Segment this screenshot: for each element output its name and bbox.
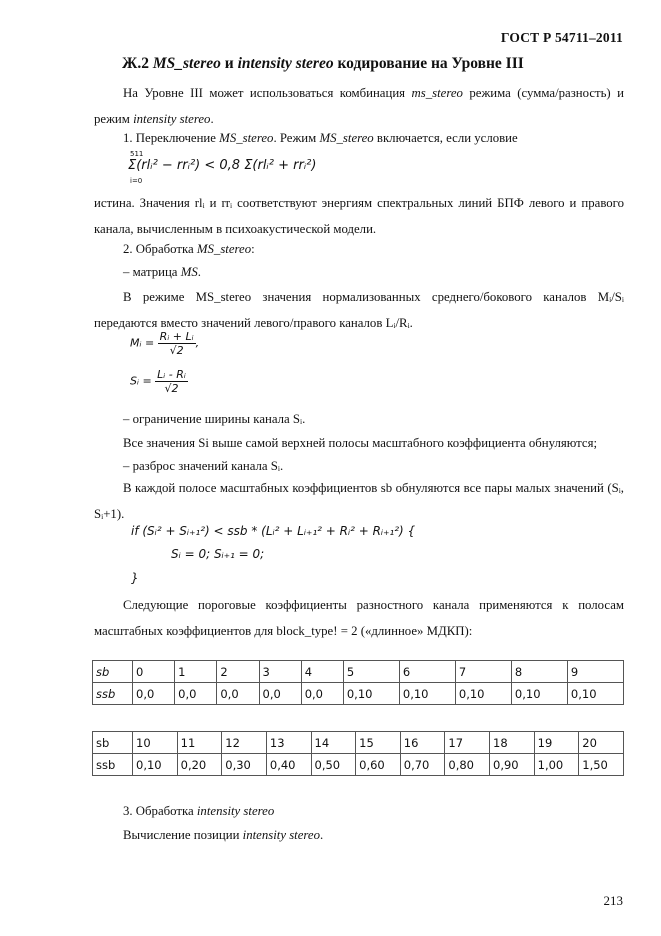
table-cell: 1,00 [534,754,579,776]
table-row [93,754,624,776]
table-cell: 3 [259,661,301,683]
table-cell: ssb [93,683,133,705]
threshold-table-1 [92,660,624,705]
table-cell: 0,10 [455,683,511,705]
paragraph-ms-matrix: – матрица MS. [123,265,201,279]
paragraph-ms-processing: 2. Обработка MS_stereo: [123,242,255,256]
table-cell: 0,20 [177,754,222,776]
formula-m: Mᵢ = $\frac{\text{Rᵢ + Lᵢ}}{√2}$ , [130,330,200,357]
table-cell: 0,70 [400,754,445,776]
paragraph-small-pairs: В каждой полосе масштабных коэффициентов sb обнуляются все пары малых значений (Sᵢ, Sᵢ+1). [94,481,624,521]
table-cell: 17 [445,732,490,754]
table-cell: 18 [490,732,535,754]
formula-expression: Σ(rlᵢ² − rrᵢ²) < 0,8 Σ(rlᵢ² + rrᵢ²) [128,158,317,173]
table-cell: 11 [177,732,222,754]
table-cell: 0,80 [445,754,490,776]
table-cell: 0,50 [311,754,356,776]
document-code: ГОСТ Р 54711–2011 [500,30,623,45]
paragraph-s-width-limit: – ограничение ширины канала Sᵢ. [123,412,306,426]
paragraph-zeroing: Все значения Si выше самой верхней полосы масштабного коэффициента обнуляются; [123,436,598,450]
paragraph-intensity-position: Вычисление позиции intensity stereo. [123,828,324,842]
table-cell: 0,30 [222,754,267,776]
paragraph-true-explanation: истина. Значения rlᵢ и rrᵢ соответствуют энергиям спектральных линий БПФ левого и правого канала, вычисленным в психоакустической модели. [94,196,624,236]
table-cell: 16 [400,732,445,754]
paragraph-ms-normalized: В режиме MS_stereo значения нормализованных среднего/бокового каналов Mᵢ/Sᵢ передаются вместо значений левого/правого каналов Lᵢ/Rᵢ. [94,290,624,330]
paragraph-intensity-processing: 3. Обработка intensity stereo [123,804,275,818]
sum-upper-limit: 511 [130,150,144,158]
table-row [93,732,624,754]
table-cell: 0,10 [399,683,455,705]
section-heading: Ж.2 MS_stereo и intensity stereo кодирование на Уровне III [122,55,524,72]
table-cell: ssb [93,754,133,776]
threshold-table-2 [92,731,624,776]
table-cell: 0,0 [301,683,343,705]
code-line-close: } [131,571,139,585]
table-cell: 4 [301,661,343,683]
table-cell: sb [93,732,133,754]
table-cell: 15 [356,732,401,754]
code-line-assign: Sᵢ = 0; Sᵢ₊₁ = 0; [171,547,265,561]
table-cell: 0,0 [217,683,259,705]
table-cell: 0,40 [266,754,311,776]
page-number: 213 [603,893,623,908]
table-cell: 0,0 [259,683,301,705]
table-cell: 14 [311,732,356,754]
paragraph-ms-switch: 1. Переключение MS_stereo. Режим MS_stereo включается, если условие [123,131,518,145]
table-cell: 0,90 [490,754,535,776]
table-cell: 5 [343,661,399,683]
formula-ms-condition [128,148,328,188]
table-cell: 0,10 [133,754,178,776]
table-cell: 0,10 [511,683,567,705]
table-cell: 13 [266,732,311,754]
table-cell: 1 [175,661,217,683]
table-cell: 0,60 [356,754,401,776]
table-cell: 9 [567,661,623,683]
table-row [93,661,624,683]
paragraph-thresholds: Следующие пороговые коэффициенты разностного канала применяются к полосам масштабных коэффициентов для block_type! = 2 («длинное» МДКП): [94,598,624,638]
table-cell: 19 [534,732,579,754]
table-row [93,683,624,705]
table-cell: 0 [133,661,175,683]
table-cell: 8 [511,661,567,683]
table-cell: 0,0 [133,683,175,705]
table-cell: 0,0 [175,683,217,705]
table-cell: 10 [133,732,178,754]
table-cell: 0,10 [343,683,399,705]
paragraph-s-spread: – разброс значений канала Sᵢ. [123,459,284,473]
table-cell: 0,10 [567,683,623,705]
table-cell: 12 [222,732,267,754]
table-cell: 6 [399,661,455,683]
table-cell: 20 [579,732,624,754]
paragraph-intro: На Уровне III может использоваться комбинация ms_stereo режима (сумма/разность) и режим intensity stereo. [94,86,624,126]
code-line-if: if (Sᵢ² + Sᵢ₊₁²) < ssb * (Lᵢ² + Lᵢ₊₁² + Rᵢ² + Rᵢ₊₁²) { [131,524,416,538]
formula-s: Sᵢ = $\frac{\text{Lᵢ - Rᵢ}}{√2}$ [130,368,186,395]
table-cell: 2 [217,661,259,683]
sum-lower-limit: i=0 [130,177,143,185]
table-cell: 7 [455,661,511,683]
table-cell: 1,50 [579,754,624,776]
table-cell: sb [93,661,133,683]
